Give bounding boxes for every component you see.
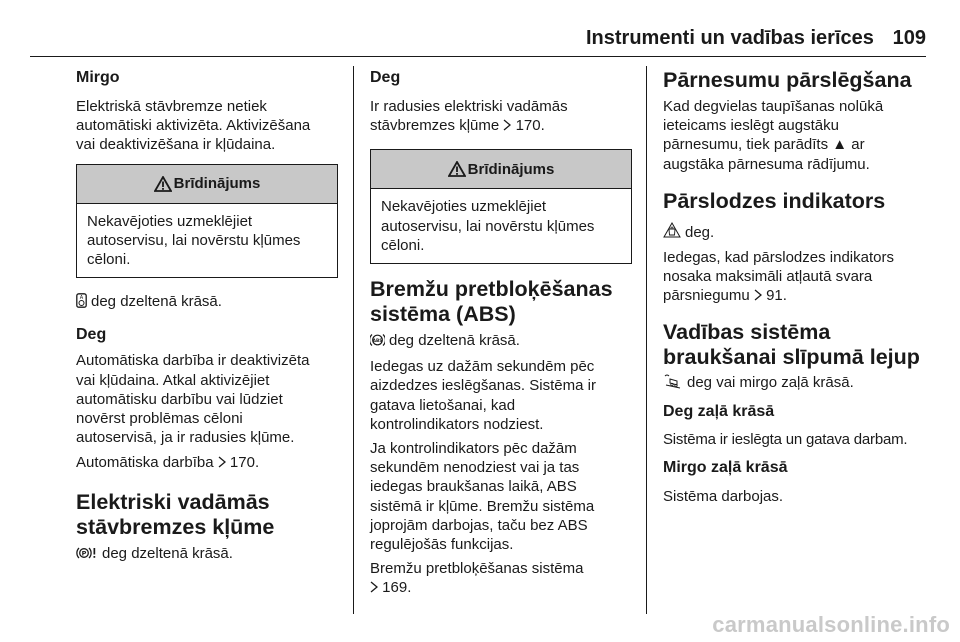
svg-text:P: P <box>81 549 87 558</box>
warning-text-1: Nekavējoties uzmeklējiet <box>381 198 547 216</box>
section-title-hdc-2: braukšanai slīpumā lejup <box>663 344 920 369</box>
mirgo-text-1: Elektriskā stāvbremze netiek <box>76 98 267 115</box>
deg-middle-reference: stāvbremzes kļūme 170. <box>370 116 636 136</box>
header-rule <box>30 56 926 57</box>
warning-triangle-icon <box>448 161 466 177</box>
section-title-shift: Pārnesumu pārslēgšana <box>663 68 912 92</box>
warning-header <box>77 165 337 204</box>
page-ref-arrow-icon <box>503 117 511 136</box>
shift-up-arrow-icon: ▲ <box>832 136 848 154</box>
hill-descent-icon <box>663 373 683 394</box>
warning-box-middle <box>370 149 632 264</box>
page-number: 109 <box>892 27 926 49</box>
abs-p2-6: regulējošās funkcijas. <box>370 536 514 554</box>
deg-text-3: automātisku darbību vai lūdziet <box>76 390 283 408</box>
warning-text-3: cēloni. <box>87 251 131 269</box>
abs-p2-1: Ja kontrolindikators pēc dažām <box>370 440 577 458</box>
page-link[interactable]: 170. <box>515 117 545 135</box>
overload-indicator-line: deg. <box>663 221 953 244</box>
deg-text-2: vai kļūdaina. Atkal aktivizējiet <box>76 371 270 389</box>
overload-text-1: Iedegas, kad pārslodzes indikators <box>663 249 894 267</box>
section-title-overload: Pārslodzes indikators <box>663 188 886 213</box>
svg-text:ABS: ABS <box>372 338 383 344</box>
warning-text-2: autoservisu, lai novērstu kļūmes <box>87 231 301 249</box>
hdc-indicator-line: deg vai mirgo zaļā krāsā. <box>663 373 953 394</box>
green-on-text: Sistēma ir ieslēgta un gatava darbam. <box>663 430 908 448</box>
abs-indicator-line: ABS deg dzeltenā krāsā. <box>370 331 636 352</box>
abs-p2-2: sekundēm nenodziest vai ja tas <box>370 459 580 477</box>
green-blink-text: Sistēma darbojas. <box>663 488 784 506</box>
section-title-epb-1: Elektriski vadāmās <box>76 489 270 514</box>
warning-text-1: Nekavējoties uzmeklējiet <box>87 212 253 230</box>
mirgo-text-2: automātiski aktivizēta. Aktivizēšana <box>76 117 311 135</box>
auto-parking-brake-icon <box>76 293 87 313</box>
page-ref-arrow-icon <box>754 287 762 306</box>
abs-p1-1: Iedegas uz dažām sekundēm pēc <box>370 358 595 376</box>
mirgo-text-3: vai deaktivizēšana ir kļūdaina. <box>76 136 276 154</box>
overload-warning-icon <box>663 221 681 244</box>
deg-text-4: novērst problēmas cēloni <box>76 410 243 428</box>
right-column <box>663 68 953 506</box>
abs-p2-4: sistēmā ir kļūme. Bremžu sistēma <box>370 497 595 515</box>
page-ref-arrow-icon <box>370 579 378 598</box>
left-column <box>76 68 342 565</box>
green-blink-heading: Mirgo zaļā krāsā <box>663 459 788 477</box>
deg-heading: Deg <box>76 326 107 344</box>
page-link[interactable]: 91. <box>766 287 787 305</box>
section-title-hdc-1: Vadības sistēma <box>663 319 831 344</box>
column-divider-left <box>353 66 354 614</box>
shift-text-2: ieteicams ieslēgt augstāku <box>663 117 839 135</box>
overload-text-2: nosaka maksimāli atļautā svara <box>663 268 873 286</box>
page-link[interactable]: 169. <box>382 579 412 597</box>
deg-middle-text-1: Ir radusies elektriski vadāmās <box>370 98 568 115</box>
section-title-abs-1: Bremžu pretbloķēšanas <box>370 277 613 302</box>
abs-p2-3: iedegas braukšanas laikā, ABS <box>370 478 577 496</box>
parking-brake-fault-icon <box>76 546 98 565</box>
abs-icon <box>370 333 385 352</box>
warning-title: Brīdinājums <box>173 175 261 193</box>
section-title-epb-2: stāvbremzes kļūme <box>76 514 275 539</box>
abs-reference-text: Bremžu pretbloķēšanas sistēma <box>370 560 584 578</box>
middle-column <box>370 68 636 599</box>
abs-p1-2: aizdedzes ieslēgšanas. Sistēma ir <box>370 377 596 395</box>
shift-text-1: Kad degvielas taupīšanas nolūkā <box>663 98 884 115</box>
page-link[interactable]: 170. <box>229 454 260 472</box>
warning-box-left <box>76 164 338 279</box>
warning-triangle-icon <box>154 176 172 192</box>
abs-p1-3: gatava lietošanai, kad <box>370 396 516 414</box>
warning-text-3: cēloni. <box>381 236 425 254</box>
warning-body <box>77 204 337 278</box>
warning-title: Brīdinājums <box>467 160 555 178</box>
deg-text-5: autoservisā, ja ir radusies kļūme. <box>76 429 295 447</box>
auto-indicator-line: A deg dzeltenā krāsā. <box>76 292 342 313</box>
deg-text-1: Automātiska darbība ir deaktivizēta <box>76 352 310 370</box>
abs-reference <box>370 578 636 598</box>
section-title-abs-2: sistēma (ABS) <box>370 302 516 327</box>
watermark: carmanualsonline.info <box>712 612 950 637</box>
page-ref-arrow-icon <box>218 454 226 473</box>
epb-indicator-line: P deg dzeltenā krāsā. <box>76 544 342 565</box>
svg-text:A: A <box>79 295 84 302</box>
deg-heading-middle: Deg <box>370 69 401 86</box>
shift-text-3: pārnesumu, tiek parādīts ▲ ar <box>663 136 865 154</box>
abs-p1-4: kontrolindikators nodziest. <box>370 415 544 433</box>
chapter-title: Instrumenti un vadības ierīces <box>586 27 874 49</box>
page-header <box>586 27 926 57</box>
warning-header <box>371 150 631 189</box>
auto-reference: Automātiska darbība 170. <box>76 453 342 473</box>
column-divider-right <box>646 66 647 614</box>
green-on-heading: Deg zaļā krāsā <box>663 402 775 420</box>
mirgo-heading: Mirgo <box>76 69 120 86</box>
warning-body <box>371 189 631 263</box>
overload-reference: pārsniegumu 91. <box>663 286 953 306</box>
abs-p2-5: joprojām darbojas, taču bez ABS <box>370 516 588 534</box>
shift-text-4: augstāka pārnesuma rādījumu. <box>663 155 870 173</box>
warning-text-2: autoservisu, lai novērstu kļūmes <box>381 217 595 235</box>
